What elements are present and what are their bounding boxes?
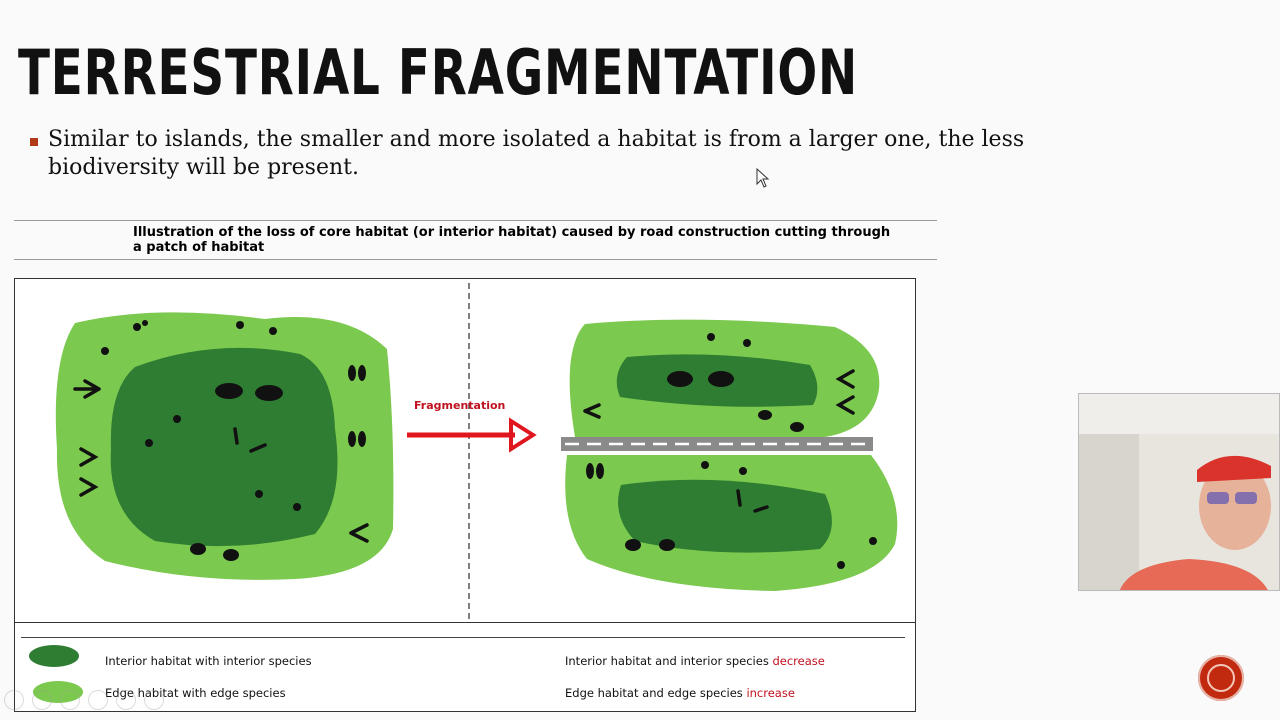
figure-caption: Illustration of the loss of core habitat (or interior habitat) caused by road construction cutting through a patch of habitat xyxy=(133,225,891,255)
prev-slide-icon[interactable] xyxy=(4,690,24,710)
edge-effect-text: Edge habitat and edge species xyxy=(565,686,743,700)
interior-effect-decrease: decrease xyxy=(772,654,825,668)
slides-icon[interactable] xyxy=(88,690,108,710)
bullet-square-icon xyxy=(30,138,38,146)
presenter-webcam xyxy=(1078,393,1280,591)
legend-interior-effect xyxy=(565,654,825,668)
bullet-text: Similar to islands, the smaller and more isolated a habitat is from a larger one, the less biodiversity will be present. xyxy=(48,127,1025,180)
mouse-cursor-icon xyxy=(756,168,770,188)
legend-interior-label: Interior habitat with interior species xyxy=(105,654,312,668)
left-interior-habitat xyxy=(111,348,338,546)
next-slide-icon[interactable] xyxy=(32,690,52,710)
caption-top-rule xyxy=(14,220,937,221)
habitat-illustration xyxy=(15,279,915,622)
bullet-point xyxy=(30,126,1070,182)
fragmentation-label: Fragmentation xyxy=(414,399,506,412)
legend-rule xyxy=(21,637,905,638)
interior-swatch xyxy=(29,645,79,667)
legend-edge-effect xyxy=(565,686,795,700)
interior-effect-text: Interior habitat and interior species xyxy=(565,654,769,668)
record-button[interactable] xyxy=(1198,655,1244,701)
slide-title: TERRESTRIAL FRAGMENTATION xyxy=(18,36,859,109)
legend-edge-label: Edge habitat with edge species xyxy=(105,686,286,700)
road xyxy=(561,437,873,451)
caption-bottom-rule xyxy=(14,259,937,260)
slideshow-controls[interactable] xyxy=(4,690,164,710)
right-bottom-interior-habitat xyxy=(618,480,832,553)
fragmentation-figure xyxy=(14,278,916,623)
more-icon[interactable] xyxy=(144,690,164,710)
edge-effect-increase: increase xyxy=(746,686,795,700)
zoom-icon[interactable] xyxy=(116,690,136,710)
pen-icon[interactable] xyxy=(60,690,80,710)
